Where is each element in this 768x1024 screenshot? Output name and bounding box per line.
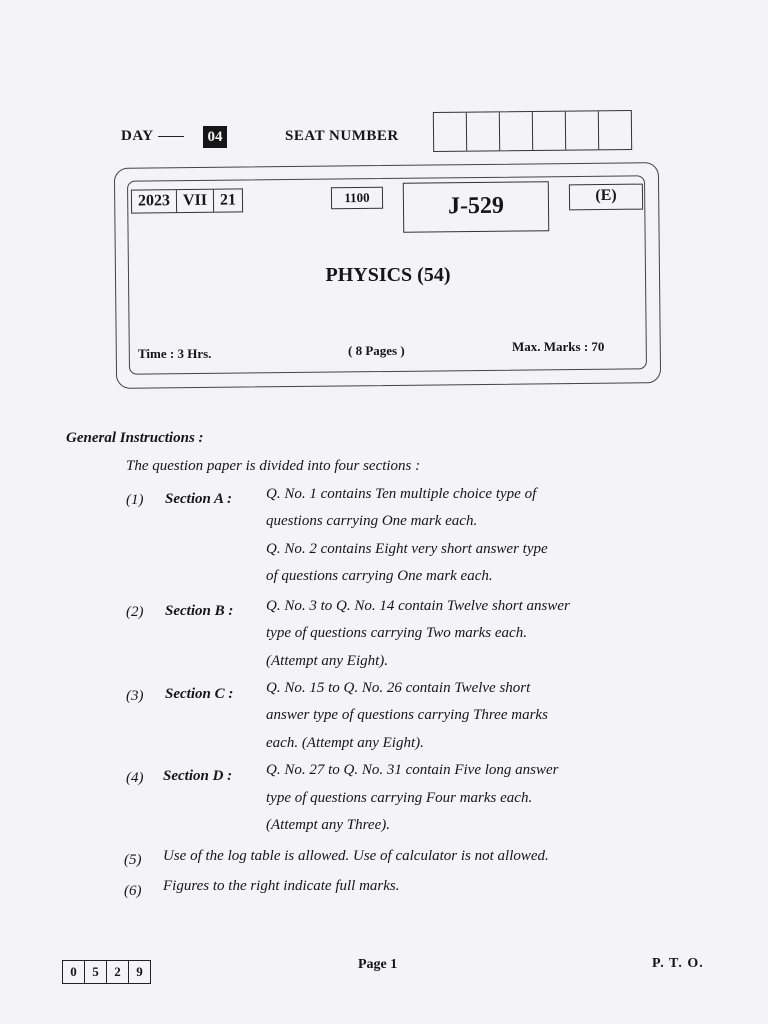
seat-box[interactable]	[566, 111, 599, 149]
item-number: (3)	[126, 688, 144, 704]
instruction-line: Q. No. 1 contains Ten multiple choice type of	[266, 486, 537, 502]
exam-duration: Time : 3 Hrs.	[138, 346, 212, 361]
page-count: ( 8 Pages )	[348, 343, 405, 358]
instruction-line: each. (Attempt any Eight).	[266, 735, 424, 751]
subject-title: PHYSICS (54)	[325, 264, 451, 286]
item-number: (4)	[126, 770, 144, 786]
instruction-line: of questions carrying One mark each.	[266, 568, 493, 584]
seat-box[interactable]	[467, 112, 500, 150]
instruction-line: (Attempt any Three).	[266, 817, 390, 833]
section-b-label: Section B :	[165, 603, 234, 619]
date-day: 21	[219, 191, 237, 209]
pto-note: P. T. O.	[652, 956, 704, 971]
instruction-line: (Attempt any Eight).	[266, 653, 389, 669]
instruction-line: type of questions carrying Two marks each.	[266, 625, 527, 641]
instruction-line: type of questions carrying Four marks each.	[266, 790, 533, 806]
exam-date-code	[131, 188, 243, 213]
page-number: Page 1	[358, 957, 398, 972]
day-dash	[158, 136, 184, 137]
instructions-title: General Instructions :	[66, 430, 204, 446]
seat-box[interactable]	[599, 111, 631, 149]
seat-number-label: SEAT NUMBER	[285, 128, 399, 144]
serial-number-boxes	[62, 960, 151, 984]
time-code: 1100	[331, 187, 383, 210]
day-value: 04	[203, 126, 227, 148]
seat-box[interactable]	[533, 112, 566, 150]
serial-digit: 9	[136, 964, 143, 979]
section-d-label: Section D :	[163, 768, 233, 784]
date-month: VII	[177, 190, 214, 212]
item-number: (2)	[126, 604, 144, 620]
seat-box[interactable]	[500, 112, 533, 150]
date-year: 2023	[132, 190, 177, 212]
instruction-line: Q. No. 3 to Q. No. 14 contain Twelve short answer	[266, 598, 570, 614]
section-c-label: Section C :	[165, 686, 234, 702]
medium-code: (E)	[569, 184, 643, 211]
serial-digit: 0	[63, 961, 85, 983]
item-number: (5)	[124, 852, 142, 868]
section-a-label: Section A :	[165, 491, 232, 507]
paper-code: J-529	[403, 181, 550, 233]
instruction-line: answer type of questions carrying Three marks	[266, 707, 548, 723]
max-marks: Max. Marks : 70	[512, 339, 605, 354]
instructions-intro: The question paper is divided into four sections :	[126, 458, 421, 474]
instruction-line: Q. No. 27 to Q. No. 31 contain Five long answer	[266, 762, 559, 778]
seat-box[interactable]	[434, 113, 467, 151]
serial-digit: 2	[107, 961, 129, 983]
instruction-line: questions carrying One mark each.	[266, 513, 478, 529]
item-number: (6)	[124, 883, 142, 899]
day-label: DAY	[121, 128, 188, 145]
seat-number-boxes[interactable]	[433, 110, 632, 152]
instruction-line: Figures to the right indicate full marks.	[163, 878, 400, 894]
item-number: (1)	[126, 492, 144, 508]
instruction-line: Use of the log table is allowed. Use of calculator is not allowed.	[163, 848, 549, 864]
instruction-line: Q. No. 15 to Q. No. 26 contain Twelve short	[266, 680, 531, 696]
serial-digit: 5	[85, 961, 107, 983]
instruction-line: Q. No. 2 contains Eight very short answer type	[266, 541, 548, 557]
